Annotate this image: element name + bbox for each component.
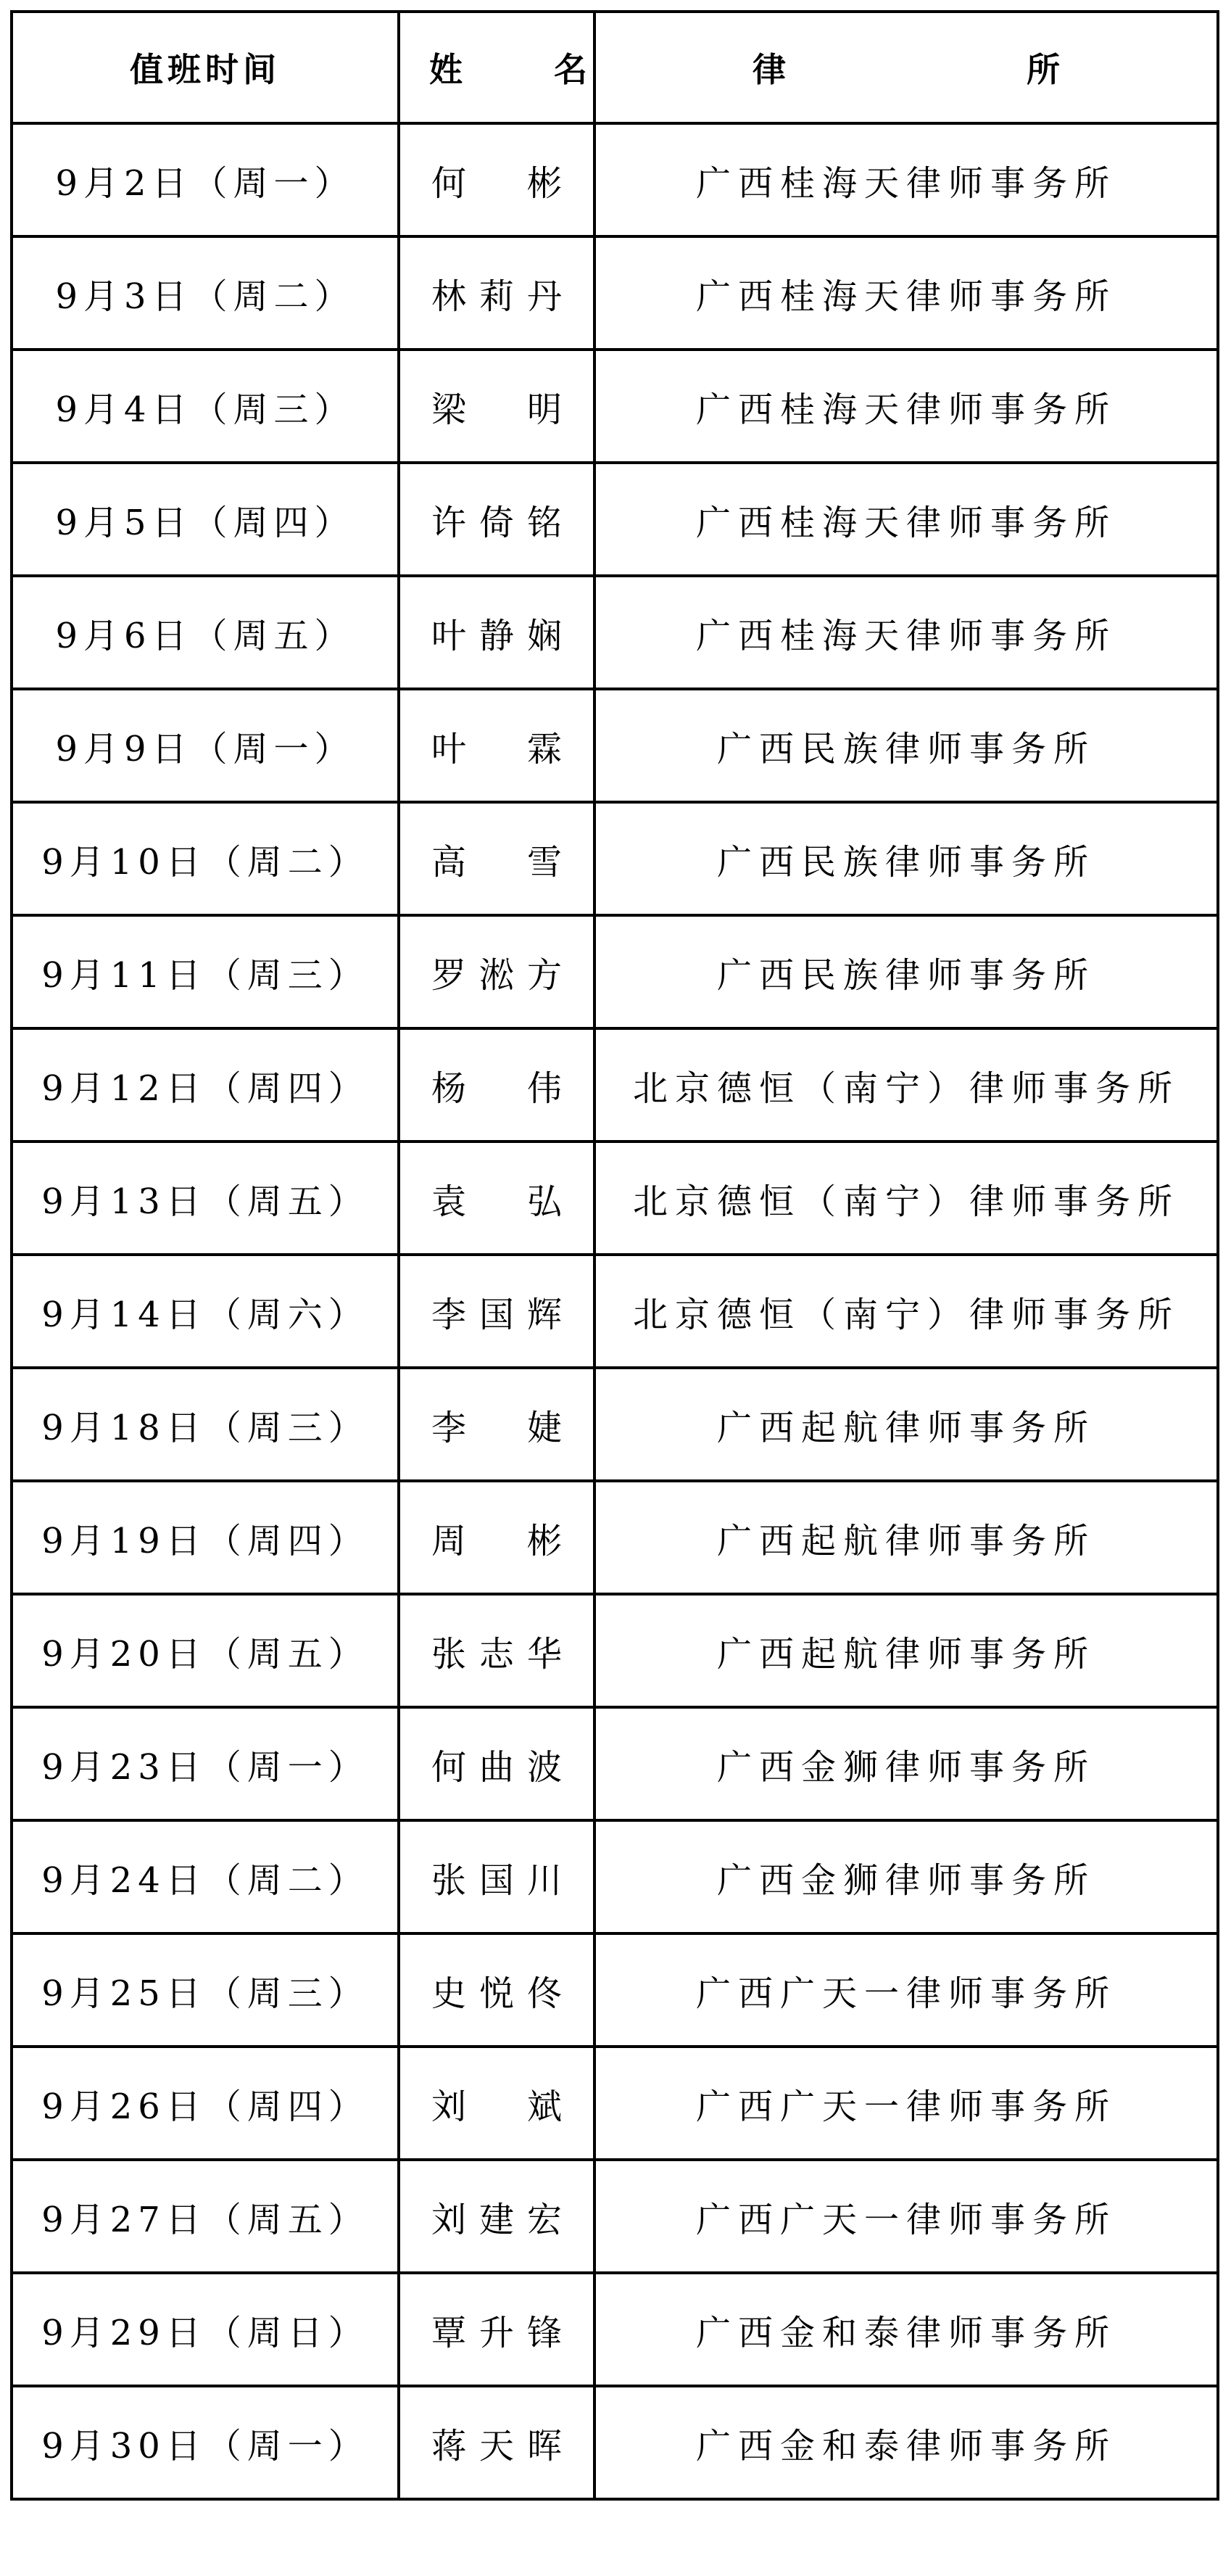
header-name: 姓 名 [399,12,594,123]
name-cell: 叶 霖 [399,689,594,802]
name-cell: 张国川 [399,1820,594,1933]
duty-table [10,10,1219,2501]
firm-cell: 广西金狮律师事务所 [594,1707,1218,1820]
name-cell: 许倚铭 [399,463,594,576]
duty-roster [10,10,1217,2501]
firm-cell: 广西广天一律师事务所 [594,1933,1218,2047]
time-cell: 9月2日（周一） [12,123,399,236]
table-row [12,689,1218,802]
time-cell: 9月18日（周三） [12,1368,399,1481]
firm-cell: 广西桂海天律师事务所 [594,463,1218,576]
time-cell: 9月3日（周二） [12,236,399,350]
firm-cell: 广西金和泰律师事务所 [594,2273,1218,2386]
table-row [12,2160,1218,2273]
time-cell: 9月26日（周四） [12,2047,399,2160]
table-body [12,123,1218,2499]
table-row [12,1707,1218,1820]
name-cell: 覃升锋 [399,2273,594,2386]
firm-cell: 广西广天一律师事务所 [594,2160,1218,2273]
time-cell: 9月20日（周五） [12,1594,399,1707]
name-cell: 叶静娴 [399,576,594,689]
table-row [12,1255,1218,1368]
time-cell: 9月10日（周二） [12,802,399,915]
table-row [12,350,1218,463]
name-cell: 蒋天晖 [399,2386,594,2499]
name-cell: 高 雪 [399,802,594,915]
firm-cell: 广西起航律师事务所 [594,1368,1218,1481]
name-cell: 刘建宏 [399,2160,594,2273]
firm-cell: 广西金和泰律师事务所 [594,2386,1218,2499]
time-cell: 9月5日（周四） [12,463,399,576]
table-row [12,1820,1218,1933]
firm-cell: 广西民族律师事务所 [594,915,1218,1028]
name-cell: 何 彬 [399,123,594,236]
name-cell: 刘 斌 [399,2047,594,2160]
name-cell: 罗淞方 [399,915,594,1028]
table-row [12,2273,1218,2386]
table-row [12,123,1218,236]
name-cell: 何曲波 [399,1707,594,1820]
name-cell: 史悦佟 [399,1933,594,2047]
time-cell: 9月30日（周一） [12,2386,399,2499]
time-cell: 9月25日（周三） [12,1933,399,2047]
name-cell: 周 彬 [399,1481,594,1594]
header-firm: 律 所 [594,12,1218,123]
time-cell: 9月19日（周四） [12,1481,399,1594]
table-row [12,2386,1218,2499]
name-cell: 梁 明 [399,350,594,463]
table-row [12,1933,1218,2047]
table-row [12,236,1218,350]
name-cell: 袁 弘 [399,1142,594,1255]
name-cell: 林莉丹 [399,236,594,350]
header-row [12,12,1218,123]
firm-cell: 广西桂海天律师事务所 [594,576,1218,689]
time-cell: 9月27日（周五） [12,2160,399,2273]
table-row [12,1368,1218,1481]
time-cell: 9月9日（周一） [12,689,399,802]
time-cell: 9月12日（周四） [12,1028,399,1142]
table-row [12,463,1218,576]
table-row [12,1028,1218,1142]
name-cell: 杨 伟 [399,1028,594,1142]
firm-cell: 广西起航律师事务所 [594,1481,1218,1594]
time-cell: 9月29日（周日） [12,2273,399,2386]
firm-cell: 北京德恒（南宁）律师事务所 [594,1255,1218,1368]
firm-cell: 广西起航律师事务所 [594,1594,1218,1707]
table-row [12,1142,1218,1255]
firm-cell: 广西民族律师事务所 [594,802,1218,915]
name-cell: 张志华 [399,1594,594,1707]
table-row [12,1594,1218,1707]
firm-cell: 广西桂海天律师事务所 [594,350,1218,463]
firm-cell: 广西民族律师事务所 [594,689,1218,802]
time-cell: 9月23日（周一） [12,1707,399,1820]
time-cell: 9月13日（周五） [12,1142,399,1255]
time-cell: 9月24日（周二） [12,1820,399,1933]
table-row [12,802,1218,915]
table-row [12,1481,1218,1594]
firm-cell: 广西广天一律师事务所 [594,2047,1218,2160]
firm-cell: 北京德恒（南宁）律师事务所 [594,1028,1218,1142]
time-cell: 9月6日（周五） [12,576,399,689]
firm-cell: 广西金狮律师事务所 [594,1820,1218,1933]
time-cell: 9月14日（周六） [12,1255,399,1368]
table-row [12,915,1218,1028]
firm-cell: 广西桂海天律师事务所 [594,123,1218,236]
name-cell: 李 婕 [399,1368,594,1481]
firm-cell: 北京德恒（南宁）律师事务所 [594,1142,1218,1255]
firm-cell: 广西桂海天律师事务所 [594,236,1218,350]
time-cell: 9月11日（周三） [12,915,399,1028]
table-row [12,576,1218,689]
header-time: 值班时间 [12,12,399,123]
time-cell: 9月4日（周三） [12,350,399,463]
table-row [12,2047,1218,2160]
name-cell: 李国辉 [399,1255,594,1368]
